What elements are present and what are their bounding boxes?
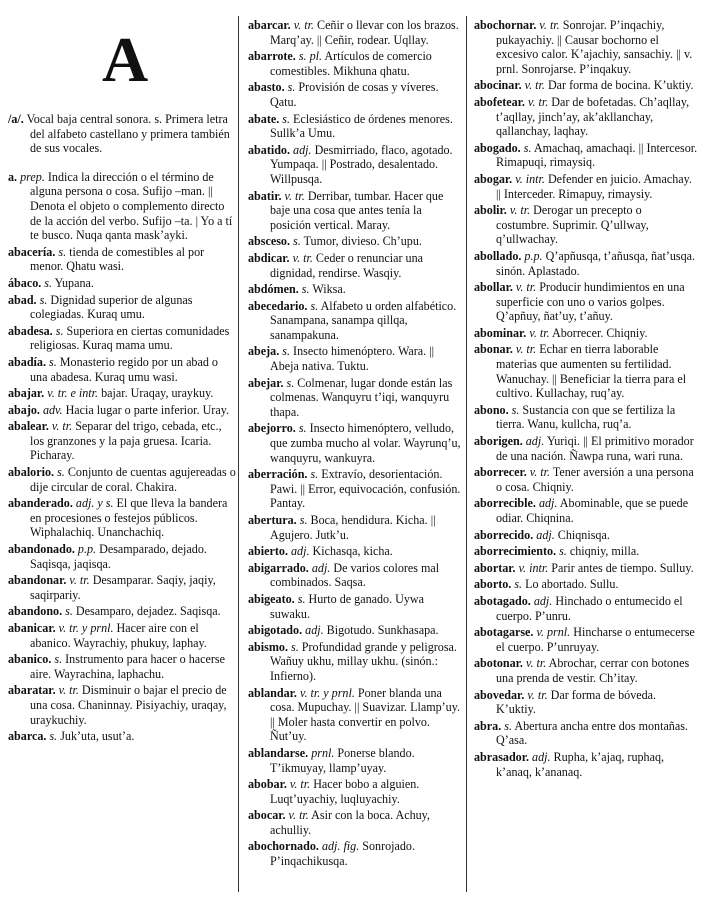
entry-headword: abofetear. — [474, 94, 525, 109]
entry-definition: Poner blanda una cosa. Mupuchay. || Suavizar. Llamp’uy. || Moler hasta convertir en polvo. Ñut’uy. — [270, 685, 461, 744]
entry-headword: abadesa. — [8, 323, 53, 338]
dictionary-column-2 — [248, 18, 462, 871]
entry-definition: Kichasqa, kicha. — [312, 544, 393, 559]
dictionary-entry — [8, 604, 236, 619]
entry-headword: aborrecimiento. — [474, 544, 557, 559]
entry-headword: abadía. — [8, 354, 46, 369]
entry-headword: abarrote. — [248, 49, 296, 64]
entry-grammar: p.p. — [524, 248, 543, 263]
entry-grammar: s. — [291, 639, 299, 654]
column-divider — [466, 16, 467, 892]
entry-definition: bajar. Uraqay, uraykuy. — [101, 386, 214, 401]
dictionary-entry — [474, 203, 698, 247]
entry-definition: Chiqnisqa. — [557, 527, 610, 542]
entry-headword: abocinar. — [474, 78, 522, 93]
entry-grammar: v. tr. — [524, 78, 545, 93]
entry-grammar: v. tr. — [289, 777, 311, 792]
entry-definition: Colmenar, lugar donde están las colmenas. Wanquyru t’iqi, wanquyru thapa. — [270, 375, 453, 419]
entry-grammar: v. intr. — [518, 560, 549, 575]
entry-definition: Hincharse o entumecerse el cuerpo. P’unruyay. — [496, 625, 695, 654]
entry-headword: abdicar. — [248, 250, 290, 265]
entry-headword: abogar. — [474, 171, 513, 186]
entry-headword: abalear. — [8, 419, 49, 434]
dictionary-entry — [248, 839, 462, 868]
dictionary-entry — [474, 249, 698, 278]
entry-grammar: s. — [511, 402, 520, 417]
entry-headword: abigotado. — [248, 623, 303, 638]
entry-definition: Echar en tierra laborable materias que aumenten su fertilidad. Wanuchay. || Beneficiar la tierra para el cultivo. Kullachay, ruq’ay. — [496, 342, 687, 401]
entry-definition: tienda de comestibles al por menor. Qhatu wasi. — [30, 244, 205, 274]
dictionary-entry — [474, 342, 698, 400]
dictionary-entry — [8, 170, 236, 243]
entry-grammar: adj. — [536, 527, 555, 542]
entry-headword: abejorro. — [248, 421, 296, 436]
entry-definition: Separar del trigo, cebada, etc., los granzones y la paja gruesa. Icaria. Picharay. — [30, 419, 222, 463]
dictionary-entry — [248, 251, 462, 280]
entry-definition: Vocal baja central sonora. s. Primera letra del alfabeto castellano y primera también de sus vocales. — [26, 112, 230, 156]
entry-headword: ablandar. — [248, 685, 297, 700]
entry-grammar: v. tr. — [539, 18, 560, 32]
entry-headword: abarcar. — [248, 18, 291, 32]
entry-headword: abandonado. — [8, 542, 75, 557]
dictionary-entry — [474, 625, 698, 654]
entry-definition: Desamparo, dejadez. Saqisqa. — [75, 604, 221, 619]
entry-headword: aborrecer. — [474, 465, 527, 480]
entry-definition: Sonrojado. P’inqachikusqa. — [270, 839, 416, 869]
dictionary-entry — [248, 592, 462, 621]
entry-headword: abajo. — [8, 402, 40, 417]
entry-headword: abovedar. — [474, 687, 525, 702]
entry-headword: abigarrado. — [248, 560, 309, 575]
entry-headword: abaratar. — [8, 683, 56, 698]
entry-headword: abolir. — [474, 203, 507, 218]
entry-grammar: s. — [310, 467, 319, 482]
dictionary-entry — [8, 496, 236, 540]
entry-headword: abobar. — [248, 777, 287, 792]
entry-grammar: prnl. — [311, 745, 335, 760]
entry-definition: Superiora en ciertas comunidades religiosas. Kuraq mama umu. — [30, 323, 230, 353]
dictionary-column-1 — [8, 112, 236, 746]
dictionary-entry — [248, 513, 462, 542]
entry-definition: Dignidad superior de algunas colegiadas. Kuraq umu. — [30, 292, 193, 322]
entry-definition: Wiksa. — [312, 282, 346, 297]
entry-definition: Profundidad grande y peligrosa. Wañuy ukhu, millay ukhu. (sinón.: Infierno). — [270, 639, 457, 683]
entry-grammar: v. tr. — [529, 465, 551, 480]
entry-headword: abierto. — [248, 544, 288, 559]
dictionary-entry — [248, 777, 462, 806]
entry-headword: abocar. — [248, 808, 286, 823]
entry-headword: aborrecido. — [474, 527, 534, 542]
dictionary-entry — [474, 528, 698, 543]
entry-headword: abotonar. — [474, 656, 523, 671]
entry-definition: Rupha, k’ajaq, ruphaq, k’anaq, k’ananaq. — [496, 749, 665, 779]
dictionary-entry — [474, 95, 698, 139]
entry-grammar: v. tr. — [292, 250, 313, 265]
entry-headword: abajar. — [8, 386, 45, 401]
entry-headword: aborto. — [474, 577, 512, 592]
entry-headword: abismo. — [248, 639, 288, 654]
dictionary-entry — [474, 78, 698, 93]
entry-definition: Lo abortado. Sullu. — [525, 577, 619, 592]
entry-grammar: adj. y s. — [75, 496, 114, 511]
entry-definition: chiqniy, milla. — [569, 544, 640, 559]
entry-definition: De varios colores mal combinados. Saqsa. — [270, 560, 440, 590]
entry-headword: abatir. — [248, 188, 282, 203]
entry-headword: abollar. — [474, 280, 513, 295]
entry-headword: aborigen. — [474, 434, 523, 449]
entry-headword: abollado. — [474, 248, 522, 263]
entry-definition: Sustancia con que se fertiliza la tierra. Wanu, kullcha, ruq’a. — [496, 402, 676, 432]
entry-grammar: adj. — [291, 544, 310, 559]
entry-headword: abatido. — [248, 142, 291, 157]
dictionary-entry — [8, 729, 236, 744]
dictionary-entry — [248, 282, 462, 297]
entry-headword: abalorio. — [8, 465, 55, 480]
entry-headword: abono. — [474, 402, 509, 417]
entry-headword: abejar. — [248, 375, 284, 390]
dictionary-entry — [474, 577, 698, 592]
dictionary-entry — [248, 18, 462, 47]
dictionary-entry — [248, 808, 462, 837]
dictionary-entry — [8, 621, 236, 650]
entry-headword: ábaco. — [8, 275, 42, 290]
entry-grammar: v. tr. y prnl. — [58, 621, 114, 635]
entry-definition: Monasterio regido por un abad o una abadesa. Kuraq umu wasi. — [30, 354, 218, 384]
entry-headword: abandonar. — [8, 573, 67, 588]
entry-definition: Sonrojar. P’inqachiy, pukayachiy. || Causar bochorno el excesivo calor. K’ajachiy, sansachiy. || v. prnl. Sonrojarse. P’inqakuy. — [496, 18, 693, 76]
dictionary-entry — [474, 688, 698, 717]
entry-grammar: adj. — [538, 496, 558, 511]
dictionary-entry — [8, 245, 236, 274]
dictionary-entry — [8, 293, 236, 322]
dictionary-entry — [248, 686, 462, 744]
entry-headword: abochornar. — [474, 18, 537, 32]
entry-headword: abasto. — [248, 80, 285, 95]
entry-grammar: v. intr. — [515, 171, 545, 186]
entry-headword: ablandarse. — [248, 745, 309, 760]
section-letter: A — [102, 24, 149, 95]
entry-grammar: v. tr. — [515, 342, 537, 357]
dictionary-entry — [248, 376, 462, 420]
entry-grammar: s. — [57, 465, 65, 480]
entry-headword: aberración. — [248, 467, 308, 482]
dictionary-entry — [474, 750, 698, 779]
dictionary-entry — [8, 403, 236, 418]
dictionary-entry — [248, 421, 462, 465]
entry-definition: Dar de bofetadas. Ch’aqllay, t’aqllay, jinch’ay, ak’akllanchay, qallanchay, laqhay. — [496, 94, 690, 139]
entry-grammar: p.p. — [77, 542, 97, 557]
entry-grammar: s. — [310, 298, 319, 313]
entry-definition: Indica la dirección o el término de alguna persona o cosa. Sufijo –man. || Denota el objeto o complemento directo de la acción del verbo. Sufijo –ta. | Yo a tí te busco. Nuqa qanta mask’ayki. — [30, 169, 233, 243]
entry-headword: abanderado. — [8, 496, 73, 511]
dictionary-entry — [8, 465, 236, 494]
dictionary-entry — [474, 496, 698, 525]
dictionary-entry — [474, 594, 698, 623]
dictionary-entry — [248, 544, 462, 559]
entry-definition: Aborrecer. Chiqniy. — [551, 325, 648, 340]
entry-grammar: adj. — [311, 560, 331, 575]
entry-grammar: s. pl. — [298, 49, 323, 64]
entry-grammar: v. tr. — [525, 656, 547, 671]
entry-grammar: s. — [523, 140, 532, 155]
entry-grammar: v. tr. — [69, 573, 90, 588]
entry-headword: abortar. — [474, 560, 516, 575]
entry-definition: Extravío, desorientación. Pawi. || Error, equivocación, confusión. Pantay. — [270, 467, 461, 511]
entry-definition: Eclesiástico de órdenes menores. Sullk’a Umu. — [270, 111, 453, 141]
entry-definition: Desamparado, dejado. Saqisqa, jaqisqa. — [30, 542, 207, 571]
entry-definition: Insecto himenóptero. Wara. || Abeja nativa. Tuktu. — [270, 344, 435, 374]
entry-definition: Asir con la boca. Achuy, achulliy. — [270, 808, 430, 837]
dictionary-entry — [474, 561, 698, 576]
dictionary-entry — [474, 280, 698, 324]
entry-definition: Desamparar. Saqiy, jaqiy, saqirpariy. — [30, 573, 216, 602]
entry-headword: abanicar. — [8, 621, 56, 635]
entry-definition: Juk’uta, usut’a. — [60, 729, 135, 744]
entry-definition: Tener aversión a una persona o cosa. Chiqniy. — [496, 465, 694, 494]
dictionary-entry — [474, 172, 698, 201]
dictionary-entry — [474, 326, 698, 341]
entry-grammar: s. — [299, 513, 308, 527]
entry-headword: abecedario. — [248, 298, 308, 313]
entry-grammar: s. — [514, 577, 523, 592]
dictionary-entry — [8, 542, 236, 571]
entry-headword: abeja. — [248, 344, 280, 359]
dictionary-entry — [248, 623, 462, 638]
entry-definition: Instrumento para hacer o hacerse aire. Wayrachina, laphachu. — [30, 652, 225, 681]
entry-definition: Hinchado o entumecido el cuerpo. P’unru. — [496, 593, 683, 623]
entry-grammar: adj. — [532, 749, 551, 764]
entry-headword: aborrecible. — [474, 496, 536, 511]
entry-grammar: s. — [298, 421, 307, 436]
entry-headword: abarca. — [8, 729, 47, 744]
entry-grammar: s. — [58, 244, 67, 259]
entry-grammar: v. tr. — [293, 18, 314, 32]
entry-grammar: s. — [39, 292, 48, 307]
entry-grammar: s. — [49, 354, 57, 369]
dictionary-entry — [474, 719, 698, 748]
entry-grammar: s. — [559, 544, 567, 559]
entry-definition: Hacer aire con el abanico. Wayrachiy, phukuy, laphay. — [30, 621, 207, 650]
entry-definition: Tumor, divieso. Ch’upu. — [303, 234, 422, 249]
entry-grammar: s. — [293, 234, 301, 249]
dictionary-entry — [248, 80, 462, 109]
entry-definition: Ceder o renunciar una dignidad, rendirse. Wasqiy. — [270, 250, 424, 280]
entry-headword: abra. — [474, 718, 502, 733]
dictionary-entry — [248, 561, 462, 590]
entry-grammar: s. — [287, 80, 296, 95]
entry-headword: abdómen. — [248, 282, 299, 297]
entry-headword: abate. — [248, 111, 280, 126]
entry-grammar: s. — [282, 111, 291, 126]
entry-definition: Producir hundimientos en una superficie con uno o varios golpes. Q’apñuy, ñat’uy, t’añuy. — [496, 280, 685, 324]
dictionary-entry — [248, 143, 462, 187]
entry-grammar: s. — [282, 344, 291, 359]
entry-definition: Defender en juicio. Amachay. || Interceder. Rimapuy, rimaysiy. — [496, 171, 692, 201]
dictionary-entry — [248, 49, 462, 78]
dictionary-entry — [8, 355, 236, 384]
entry-headword: abad. — [8, 292, 37, 307]
dictionary-entry — [248, 640, 462, 684]
entry-grammar: adj. — [305, 623, 324, 638]
dictionary-entry — [248, 234, 462, 249]
entry-definition: Insecto himenóptero, velludo, que zumba mucho al volar. Wayrunq’u, wanquyru, wankuyra. — [270, 421, 461, 465]
entry-grammar: v. tr. — [515, 280, 537, 295]
dictionary-entry — [248, 112, 462, 141]
entry-definition: Q’apñusqa, t’añusqa, ñat’usqa. sinón. Aplastado. — [496, 248, 696, 278]
entry-grammar: prep. — [20, 169, 45, 184]
entry-definition: Hurto de ganado. Uywa suwaku. — [270, 591, 425, 621]
dictionary-entry — [8, 386, 236, 401]
entry-grammar: s. — [286, 375, 295, 390]
dictionary-entry — [474, 141, 698, 170]
entry-headword: abogado. — [474, 140, 521, 155]
entry-grammar: adj. fig. — [321, 839, 360, 854]
dictionary-entry — [8, 573, 236, 602]
entry-grammar: v. tr. — [58, 683, 79, 698]
entry-definition: Conjunto de cuentas agujereadas o dije circular de coral. Chakira. — [30, 465, 236, 494]
entry-headword: abertura. — [248, 513, 297, 527]
entry-grammar: v. tr. — [527, 687, 548, 702]
entry-grammar: v. prnl. — [536, 625, 571, 640]
entry-headword: /a/. — [8, 112, 24, 126]
dictionary-entry — [8, 683, 236, 727]
entry-grammar: s. — [301, 282, 310, 297]
entry-definition: Ponerse blando. T’ikmuyay, llamp’uyay. — [270, 745, 415, 775]
entry-headword: a. — [8, 169, 18, 184]
entry-grammar: v. tr. — [509, 203, 531, 218]
dictionary-entry — [8, 112, 236, 156]
entry-grammar: s. — [65, 604, 73, 619]
dictionary-entry — [474, 403, 698, 432]
entry-headword: abochornado. — [248, 839, 319, 854]
entry-grammar: adj. — [525, 434, 545, 449]
dictionary-entry — [474, 544, 698, 559]
entry-grammar: v. tr. — [288, 808, 309, 823]
entry-definition: Derribar, tumbar. Hacer que baje una cosa que antes tenía la posición vertical. Maray. — [270, 188, 444, 232]
entry-definition: Yupana. — [54, 275, 94, 290]
entry-headword: abacería. — [8, 244, 56, 259]
entry-definition: Parir antes de tiempo. Sulluy. — [551, 560, 694, 575]
entry-definition: Derogar un precepto o costumbre. Suprimir. Q’ullway, q’ullwachay. — [496, 203, 649, 247]
entry-definition: Abominable, que se puede odiar. Chiqnina. — [496, 496, 689, 525]
entry-definition: Bigotudo. Sunkhasapa. — [326, 623, 439, 638]
entry-grammar: s. — [297, 591, 306, 606]
dictionary-entry — [474, 465, 698, 494]
entry-grammar: s. — [54, 652, 63, 667]
entry-grammar: v. tr. — [284, 188, 305, 203]
entry-headword: abominar. — [474, 325, 527, 340]
entry-headword: abigeato. — [248, 591, 295, 606]
dictionary-entry — [248, 467, 462, 511]
entry-grammar: s. — [49, 729, 58, 744]
entry-definition: Amachaq, amachaqi. || Intercesor. Rimapuqi, rimaysiq. — [496, 140, 698, 170]
dictionary-entry — [8, 419, 236, 463]
dictionary-column-3 — [474, 18, 698, 781]
dictionary-entry — [248, 189, 462, 233]
entry-grammar: v. tr. — [529, 325, 550, 340]
dictionary-entry — [8, 324, 236, 353]
entry-definition: Yuriqi. || El primitivo morador de una nación. Ñawpa runa, wari runa. — [496, 434, 694, 463]
entry-grammar: v. tr. — [51, 419, 73, 434]
entry-definition: Artículos de comercio comestibles. Mikhuna qhatu. — [270, 49, 432, 78]
entry-grammar: adj. — [293, 142, 312, 157]
entry-definition: Abertura ancha entre dos montañas. Q’asa. — [496, 718, 688, 748]
dictionary-entry — [474, 434, 698, 463]
entry-grammar: adv. — [42, 402, 63, 417]
entry-headword: abanico. — [8, 652, 52, 667]
entry-definition: El que lleva la bandera en procesiones o festejos públicos. Wiphalachiq. Unanchachiq. — [30, 496, 228, 540]
entry-definition: Dar forma de bocina. K’uktiy. — [547, 78, 694, 93]
entry-grammar: v. tr. — [527, 94, 549, 109]
entry-headword: abotagarse. — [474, 625, 534, 640]
entry-headword: abandono. — [8, 604, 63, 619]
entry-headword: abonar. — [474, 342, 513, 357]
entry-definition: Ceñir o llevar con los brazos. Marq’ay. || Ceñir, rodear. Uqllay. — [270, 18, 459, 47]
entry-grammar: s. — [44, 275, 53, 290]
entry-definition: Abrochar, cerrar con botones una prenda de vestir. Ch’itay. — [496, 656, 690, 685]
entry-definition: Disminuir o bajar el precio de una cosa. Chaninnay. Pisiyachiy, uraqay, uraykuchiy. — [30, 683, 227, 727]
entry-grammar: s. — [504, 718, 512, 733]
dictionary-entry — [8, 276, 236, 291]
entry-grammar: s. — [55, 323, 64, 338]
entry-definition: Desmirriado, flaco, agotado. Yumpaqa. || Postrado, desalentado. Willpusqa. — [270, 142, 453, 186]
column-divider — [238, 16, 239, 892]
entry-definition: Hacia lugar o parte inferior. Uray. — [65, 402, 229, 417]
dictionary-entry — [248, 344, 462, 373]
entry-definition: Boca, hendidura. Kicha. || Agujero. Jutk’u. — [270, 513, 436, 542]
entry-definition: Provisión de cosas y víveres. Qatu. — [270, 80, 439, 109]
entry-grammar: v. tr. y prnl. — [300, 685, 355, 700]
entry-definition: Hacer bobo a alguien. Luqt’uyachiy, luqluyachiy. — [270, 777, 420, 806]
dictionary-entry — [474, 18, 698, 76]
entry-definition: Alfabeto u orden alfabético. Sanampana, sanampa qillqa, sanampakuna. — [270, 298, 457, 342]
entry-headword: abrasador. — [474, 749, 529, 764]
entry-headword: absceso. — [248, 234, 290, 249]
dictionary-entry — [8, 652, 236, 681]
dictionary-entry — [474, 656, 698, 685]
entry-grammar: adj. — [533, 593, 553, 608]
entry-grammar: v. tr. e intr. — [47, 386, 99, 401]
entry-headword: abotagado. — [474, 593, 531, 608]
dictionary-entry — [248, 746, 462, 775]
entry-definition: Dar forma de bóveda. K’uktiy. — [496, 687, 657, 717]
dictionary-entry — [248, 299, 462, 343]
